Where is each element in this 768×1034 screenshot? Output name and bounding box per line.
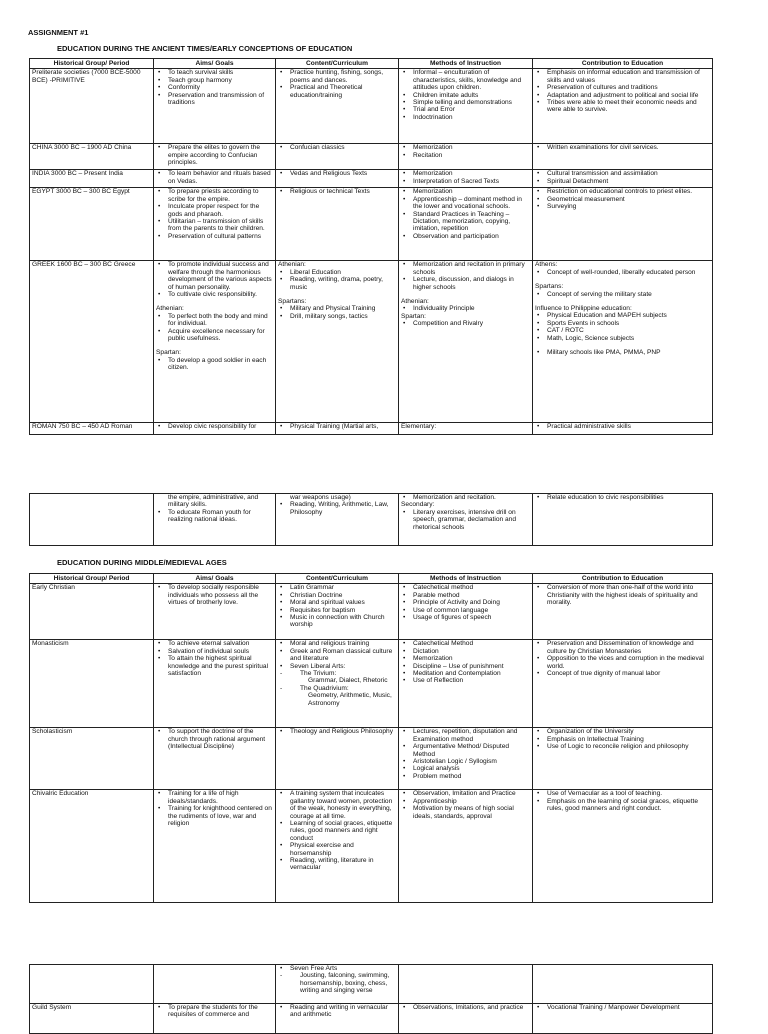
list-item: • Military and Physical Training — [278, 305, 396, 312]
methods-cell — [399, 584, 533, 640]
contribution-cell — [533, 584, 713, 640]
list-item: • Reading, writing, drama, poetry, music — [278, 276, 396, 291]
content-cell — [276, 728, 399, 790]
period-cell: ROMAN 750 BC – 450 AD Roman — [30, 423, 154, 435]
list-item: • CAT / ROTC — [535, 327, 710, 334]
list-item: • To perfect both the body and mind for individual. — [156, 313, 273, 328]
period-cell: Chivalric Education — [30, 790, 154, 903]
content-cell — [276, 188, 399, 261]
list-item: • Catechetical method — [401, 584, 530, 591]
list-item: • Reading, Writing, Arithmetic, Law, Philosophy — [278, 501, 396, 516]
ancient-education-table — [29, 58, 713, 435]
list-item: • Simple telling and demonstrations — [401, 99, 530, 106]
list-item: • Inculcate proper respect for the gods and pharaoh. — [156, 203, 273, 218]
contribution-cell — [533, 728, 713, 790]
spartan-label: Spartan: — [401, 312, 426, 320]
list-item: • Memorization and recitation. — [401, 494, 530, 501]
period-cell — [30, 965, 154, 1004]
list-item: • Prepare the elites to govern the empire according to Confucian principles. — [156, 144, 273, 166]
content-cell — [276, 494, 399, 546]
trivium-label: - The Trivium: — [278, 670, 396, 677]
period-cell — [30, 494, 154, 546]
list-item: • To cultivate civic responsibility. — [156, 291, 273, 298]
methods-cell — [399, 188, 533, 261]
content-cell — [276, 144, 399, 170]
list-item: • Parable method — [401, 592, 530, 599]
list-item: • Individuality Principle — [401, 305, 530, 312]
contribution-cell — [533, 144, 713, 170]
list-item: • Emphasis on Intellectual Training — [535, 736, 710, 743]
list-item: • Children imitate adults — [401, 92, 530, 99]
philippine-influence-label: Influence to Philippine education: — [535, 305, 632, 313]
list-item: • Informal – enculturation of characteristics, skills, knowledge and attitudes upon children. — [401, 69, 530, 91]
list-item: • Music in connection with Church worship — [278, 614, 396, 629]
list-item: • Spiritual Detachment — [535, 178, 710, 185]
list-item: • Memorization — [401, 188, 530, 195]
list-item: • Concept of well-rounded, liberally educated person — [535, 269, 710, 276]
table-row — [30, 69, 713, 144]
aims-cell — [154, 640, 276, 728]
contribution-cell — [533, 423, 713, 435]
contribution-cell — [533, 494, 713, 546]
period-cell: CHINA 3000 BC – 1900 AD China — [30, 144, 154, 170]
list-item: • Christian Doctrine — [278, 592, 396, 599]
athens-label: Athens: — [535, 261, 558, 269]
list-item: • Confucian classics — [278, 144, 396, 151]
list-item: • Opposition to the vices and corruption in the medieval world. — [535, 655, 710, 670]
methods-cell — [399, 640, 533, 728]
list-item: • Theology and Religious Philosophy — [278, 728, 396, 735]
list-item: • To attain the highest spiritual knowledge and the purest spiritual satisfaction — [156, 655, 273, 677]
list-item: • Trial and Error — [401, 106, 530, 113]
list-item: • Moral and religious training — [278, 640, 396, 647]
list-item: • Tribes were able to meet their economic needs and were able to survive. — [535, 99, 710, 114]
list-item: • Latin Grammar — [278, 584, 396, 591]
list-item: • Learning of social graces, etiquette rules, good manners and right conduct — [278, 820, 396, 842]
list-item: • To learn behavior and rituals based on Vedas. — [156, 170, 273, 185]
table-row — [30, 584, 713, 640]
list-item: • Seven Liberal Arts: — [278, 663, 396, 670]
contribution-cell — [533, 790, 713, 903]
table-row — [30, 790, 713, 903]
period-cell: Guild System — [30, 1004, 154, 1034]
aims-cell — [154, 728, 276, 790]
contribution-cell — [533, 640, 713, 728]
section-medieval-title: EDUCATION DURING MIDDLE/MEDIEVAL AGES — [57, 558, 227, 567]
header-methods: Methods of Instruction — [399, 59, 533, 69]
list-item: • Use of Reflection — [401, 677, 530, 684]
table-header-row — [30, 574, 713, 584]
list-item: • Lecture, discussion, and dialogs in higher schools — [401, 276, 530, 291]
list-item: • Literary exercises, intensive drill on speech, grammar, declamation and rhetorical schools — [401, 509, 530, 531]
aims-cell — [154, 965, 276, 1004]
list-item: • Aristotelian Logic / Syllogism — [401, 758, 530, 765]
content-cell — [276, 640, 399, 728]
list-item: • Restriction on educational controls to priest elites. — [535, 188, 710, 195]
list-item: • Practice hunting, fishing, songs, poems and dances. — [278, 69, 396, 84]
medieval-education-table — [29, 573, 713, 903]
content-cell — [276, 170, 399, 188]
methods-cell — [399, 144, 533, 170]
list-item: • Conformity — [156, 84, 273, 91]
header-methods: Methods of Instruction — [399, 574, 533, 584]
table-row — [30, 728, 713, 790]
content-cell — [276, 69, 399, 144]
list-item: • A training system that inculcates gallantry toward women, protection of the weak, honesty in everything, courage at all time. — [278, 790, 396, 820]
list-item: • Memorization — [401, 655, 530, 662]
period-cell: EGYPT 3000 BC – 300 BC Egypt — [30, 188, 154, 261]
contribution-cell — [533, 1004, 713, 1034]
table-row — [30, 640, 713, 728]
aims-cell — [154, 261, 276, 423]
header-contribution: Contribution to Education — [533, 59, 713, 69]
aims-cell — [154, 170, 276, 188]
list-item: • Drill, military songs, tactics — [278, 313, 396, 320]
spartans-label: Spartans: — [535, 283, 564, 291]
quadrivium-label: - The Quadrivium: — [278, 685, 396, 692]
list-item: • Requisites for baptism — [278, 607, 396, 614]
trivium-text: Grammar, Dialect, Rhetoric — [308, 677, 388, 685]
list-item: • To teach survival skills — [156, 69, 273, 76]
list-item: • Teach group harmony — [156, 77, 273, 84]
table-header-row — [30, 59, 713, 69]
list-item: • Adaptation and adjustment to political and social life — [535, 92, 710, 99]
ancient-continuation-table — [29, 493, 713, 546]
aims-continued-text: the empire, administrative, and military skills. — [168, 494, 259, 509]
list-item: • Dictation — [401, 648, 530, 655]
list-item: • Physical Education and MAPEH subjects — [535, 312, 710, 319]
header-content: Content/Curriculum — [276, 59, 399, 69]
list-item: • Concept of serving the military state — [535, 291, 710, 298]
list-item: • Develop civic responsibility for — [156, 423, 273, 430]
list-item: • Apprenticeship – dominant method in the lower and vocational schools. — [401, 196, 530, 211]
list-item: • To promote individual success and welfare through the harmonious development of the various aspects of human personality. — [156, 261, 273, 291]
content-cell — [276, 261, 399, 423]
list-item: • Preservation and transmission of traditions — [156, 92, 273, 107]
period-cell: Scholasticism — [30, 728, 154, 790]
period-cell: GREEK 1600 BC – 300 BC Greece — [30, 261, 154, 423]
list-item: • Indoctrination — [401, 114, 530, 121]
header-aims: Aims/ Goals — [154, 574, 276, 584]
aims-cell — [154, 584, 276, 640]
header-period: Historical Group/ Period — [30, 574, 154, 584]
list-item: • Reading and writing in vernacular and arithmetic — [278, 1004, 396, 1019]
list-item: • Recitation — [401, 152, 530, 159]
list-item: • Vedas and Religious Texts — [278, 170, 396, 177]
list-item: • Observation, Imitation and Practice — [401, 790, 530, 797]
content-cell — [276, 965, 399, 1004]
content-continued-text: war weapons usage) — [290, 494, 351, 501]
list-item: • Organization of the University — [535, 728, 710, 735]
list-item: • Vocational Training / Manpower Development — [535, 1004, 710, 1011]
list-item: • Utilitarian – transmission of skills from the parents to their children. — [156, 218, 273, 233]
list-item: • Problem method — [401, 773, 530, 780]
header-content: Content/Curriculum — [276, 574, 399, 584]
aims-cell — [154, 1004, 276, 1034]
list-item: • Sports Events in schools — [535, 320, 710, 327]
list-item: • Argumentative Method/ Disputed Method — [401, 743, 530, 758]
list-item: • Emphasis on informal education and transmission of skills and values — [535, 69, 710, 84]
athenian-label: Athenian: — [278, 261, 306, 269]
list-item: • Principle of Activity and Doing — [401, 599, 530, 606]
list-item: • Religious or technical Texts — [278, 188, 396, 195]
list-item: • Reading, writing, literature in vernacular — [278, 857, 396, 872]
aims-cell — [154, 423, 276, 435]
table-row — [30, 965, 713, 1004]
secondary-label: Secondary: — [401, 501, 435, 509]
contribution-cell — [533, 69, 713, 144]
methods-cell — [399, 261, 533, 423]
list-item: • Salvation of individual souls — [156, 648, 273, 655]
list-item: • Military schools like PMA, PMMA, PNP — [535, 349, 710, 356]
list-item: • Physical Training (Martial arts, — [278, 423, 396, 430]
content-cell — [276, 790, 399, 903]
list-item: • To educate Roman youth for realizing national ideas. — [156, 509, 273, 524]
list-item: • Concept of true dignity of manual labor — [535, 670, 710, 677]
aims-cell — [154, 144, 276, 170]
contribution-cell — [533, 188, 713, 261]
spartans-label: Spartans: — [278, 298, 307, 306]
table-row — [30, 261, 713, 423]
list-item: • Use of Logic to reconcile religion and philosophy — [535, 743, 710, 750]
contribution-cell — [533, 261, 713, 423]
aims-cell — [154, 790, 276, 903]
table-row — [30, 170, 713, 188]
list-item: • Motivation by means of high social ideals, standards, approval — [401, 805, 530, 820]
list-item: • Usage of figures of speech — [401, 614, 530, 621]
list-item: • Apprenticeship — [401, 798, 530, 805]
list-item: • Standard Practices in Teaching – Dictation, memorization, copying, imitation, repetition — [401, 211, 530, 233]
list-item: • Preservation of cultures and traditions — [535, 84, 710, 91]
contribution-cell — [533, 170, 713, 188]
content-cell — [276, 584, 399, 640]
list-item: • To achieve eternal salvation — [156, 640, 273, 647]
methods-cell — [399, 170, 533, 188]
header-period: Historical Group/ Period — [30, 59, 154, 69]
section-ancient-title: EDUCATION DURING THE ANCIENT TIMES/EARLY CONCEPTIONS OF EDUCATION — [57, 44, 353, 53]
assignment-title: ASSIGNMENT #1 — [28, 28, 89, 37]
methods-cell — [399, 965, 533, 1004]
list-item: • Preservation of cultural patterns — [156, 233, 273, 240]
list-item: • Seven Free Arts — [278, 965, 396, 972]
period-cell: Monasticism — [30, 640, 154, 728]
table-row — [30, 144, 713, 170]
list-item: • Cultural transmission and assimilation — [535, 170, 710, 177]
table-row — [30, 494, 713, 546]
list-item: • To prepare the students for the requisites of commerce and — [156, 1004, 273, 1019]
methods-cell — [399, 69, 533, 144]
header-contribution: Contribution to Education — [533, 574, 713, 584]
list-item: • To develop socially responsible individuals who possess all the virtues of brotherly love. — [156, 584, 273, 606]
list-item: • Geometrical measurement — [535, 196, 710, 203]
list-item: • Surveying — [535, 203, 710, 210]
athenian-label: Athenian: — [156, 305, 184, 313]
methods-cell — [399, 1004, 533, 1034]
content-cell — [276, 1004, 399, 1034]
list-item: • Observations, Imitations, and practice — [401, 1004, 530, 1011]
list-item: • Training for a life of high ideals/standards. — [156, 790, 273, 805]
list-item: • Lectures, repetition, disputation and Examination method — [401, 728, 530, 743]
list-item: • Preservation and Dissemination of knowledge and culture by Christian Monasteries — [535, 640, 710, 655]
list-item: • Memorization and recitation in primary schools — [401, 261, 530, 276]
list-item: • Math, Logic, Science subjects — [535, 335, 710, 342]
period-cell: Preliterate societies (7000 BCE-5000 BCE) -PRIMITIVE — [30, 69, 154, 144]
methods-cell — [399, 728, 533, 790]
methods-cell — [399, 494, 533, 546]
table-row — [30, 423, 713, 435]
spartan-label: Spartan: — [156, 349, 181, 357]
list-item: • To develop a good soldier in each citizen. — [156, 357, 273, 372]
list-item: • Emphasis on the learning of social graces, etiquette rules, good manners and right conduct. — [535, 798, 710, 813]
list-item: • Observation and participation — [401, 233, 530, 240]
methods-cell — [399, 790, 533, 903]
content-cell — [276, 423, 399, 435]
table-row — [30, 188, 713, 261]
list-item: • Acquire excellence necessary for public usefulness. — [156, 328, 273, 343]
period-cell: INDIA 3000 BC – Present India — [30, 170, 154, 188]
list-item: • Moral and spiritual values — [278, 599, 396, 606]
list-item: • Practical and Theoretical education/training — [278, 84, 396, 99]
list-item: • Conversion of more than one-half of the world into Christianity with the highest ideals of spirituality and morality. — [535, 584, 710, 606]
athenian-label: Athenian: — [401, 298, 429, 306]
list-item: • Greek and Roman classical culture and literature — [278, 648, 396, 663]
list-item: • Memorization — [401, 144, 530, 151]
list-item: • Meditation and Contemplation — [401, 670, 530, 677]
free-arts-list: - Jousting, falconing, swimming, horsemanship, boxing, chess, writing and singing verse — [278, 972, 396, 994]
list-item: • To support the doctrine of the church through rational argument (Intellectual Discipline) — [156, 728, 273, 750]
list-item: • Liberal Education — [278, 269, 396, 276]
list-item: • Use of common language — [401, 607, 530, 614]
list-item: • Use of Vernacular as a tool of teaching. — [535, 790, 710, 797]
elementary-label: Elementary: — [401, 423, 437, 431]
period-cell: Early Christian — [30, 584, 154, 640]
methods-cell — [399, 423, 533, 435]
contribution-cell — [533, 965, 713, 1004]
quadrivium-text: Geometry, Arithmetic, Music, Astronomy — [308, 692, 392, 707]
list-item: • Relate education to civic responsibilities — [535, 494, 710, 501]
list-item: • To prepare priests according to scribe for the empire. — [156, 188, 273, 203]
list-item: • Catechetical Method — [401, 640, 530, 647]
list-item: • Training for knighthood centered on the rudiments of love, war and religion — [156, 805, 273, 827]
aims-cell — [154, 69, 276, 144]
list-item: • Physical exercise and horsemanship — [278, 842, 396, 857]
header-aims: Aims/ Goals — [154, 59, 276, 69]
list-item: • Competition and Rivalry — [401, 320, 530, 327]
list-item: • Logical analysis — [401, 765, 530, 772]
table-row — [30, 1004, 713, 1034]
aims-cell — [154, 494, 276, 546]
list-item: • Memorization — [401, 170, 530, 177]
list-item: • Interpretation of Sacred Texts — [401, 178, 530, 185]
list-item: • Discipline – Use of punishment — [401, 663, 530, 670]
aims-cell — [154, 188, 276, 261]
list-item: • Practical administrative skills — [535, 423, 710, 430]
list-item: • Written examinations for civil services. — [535, 144, 710, 151]
